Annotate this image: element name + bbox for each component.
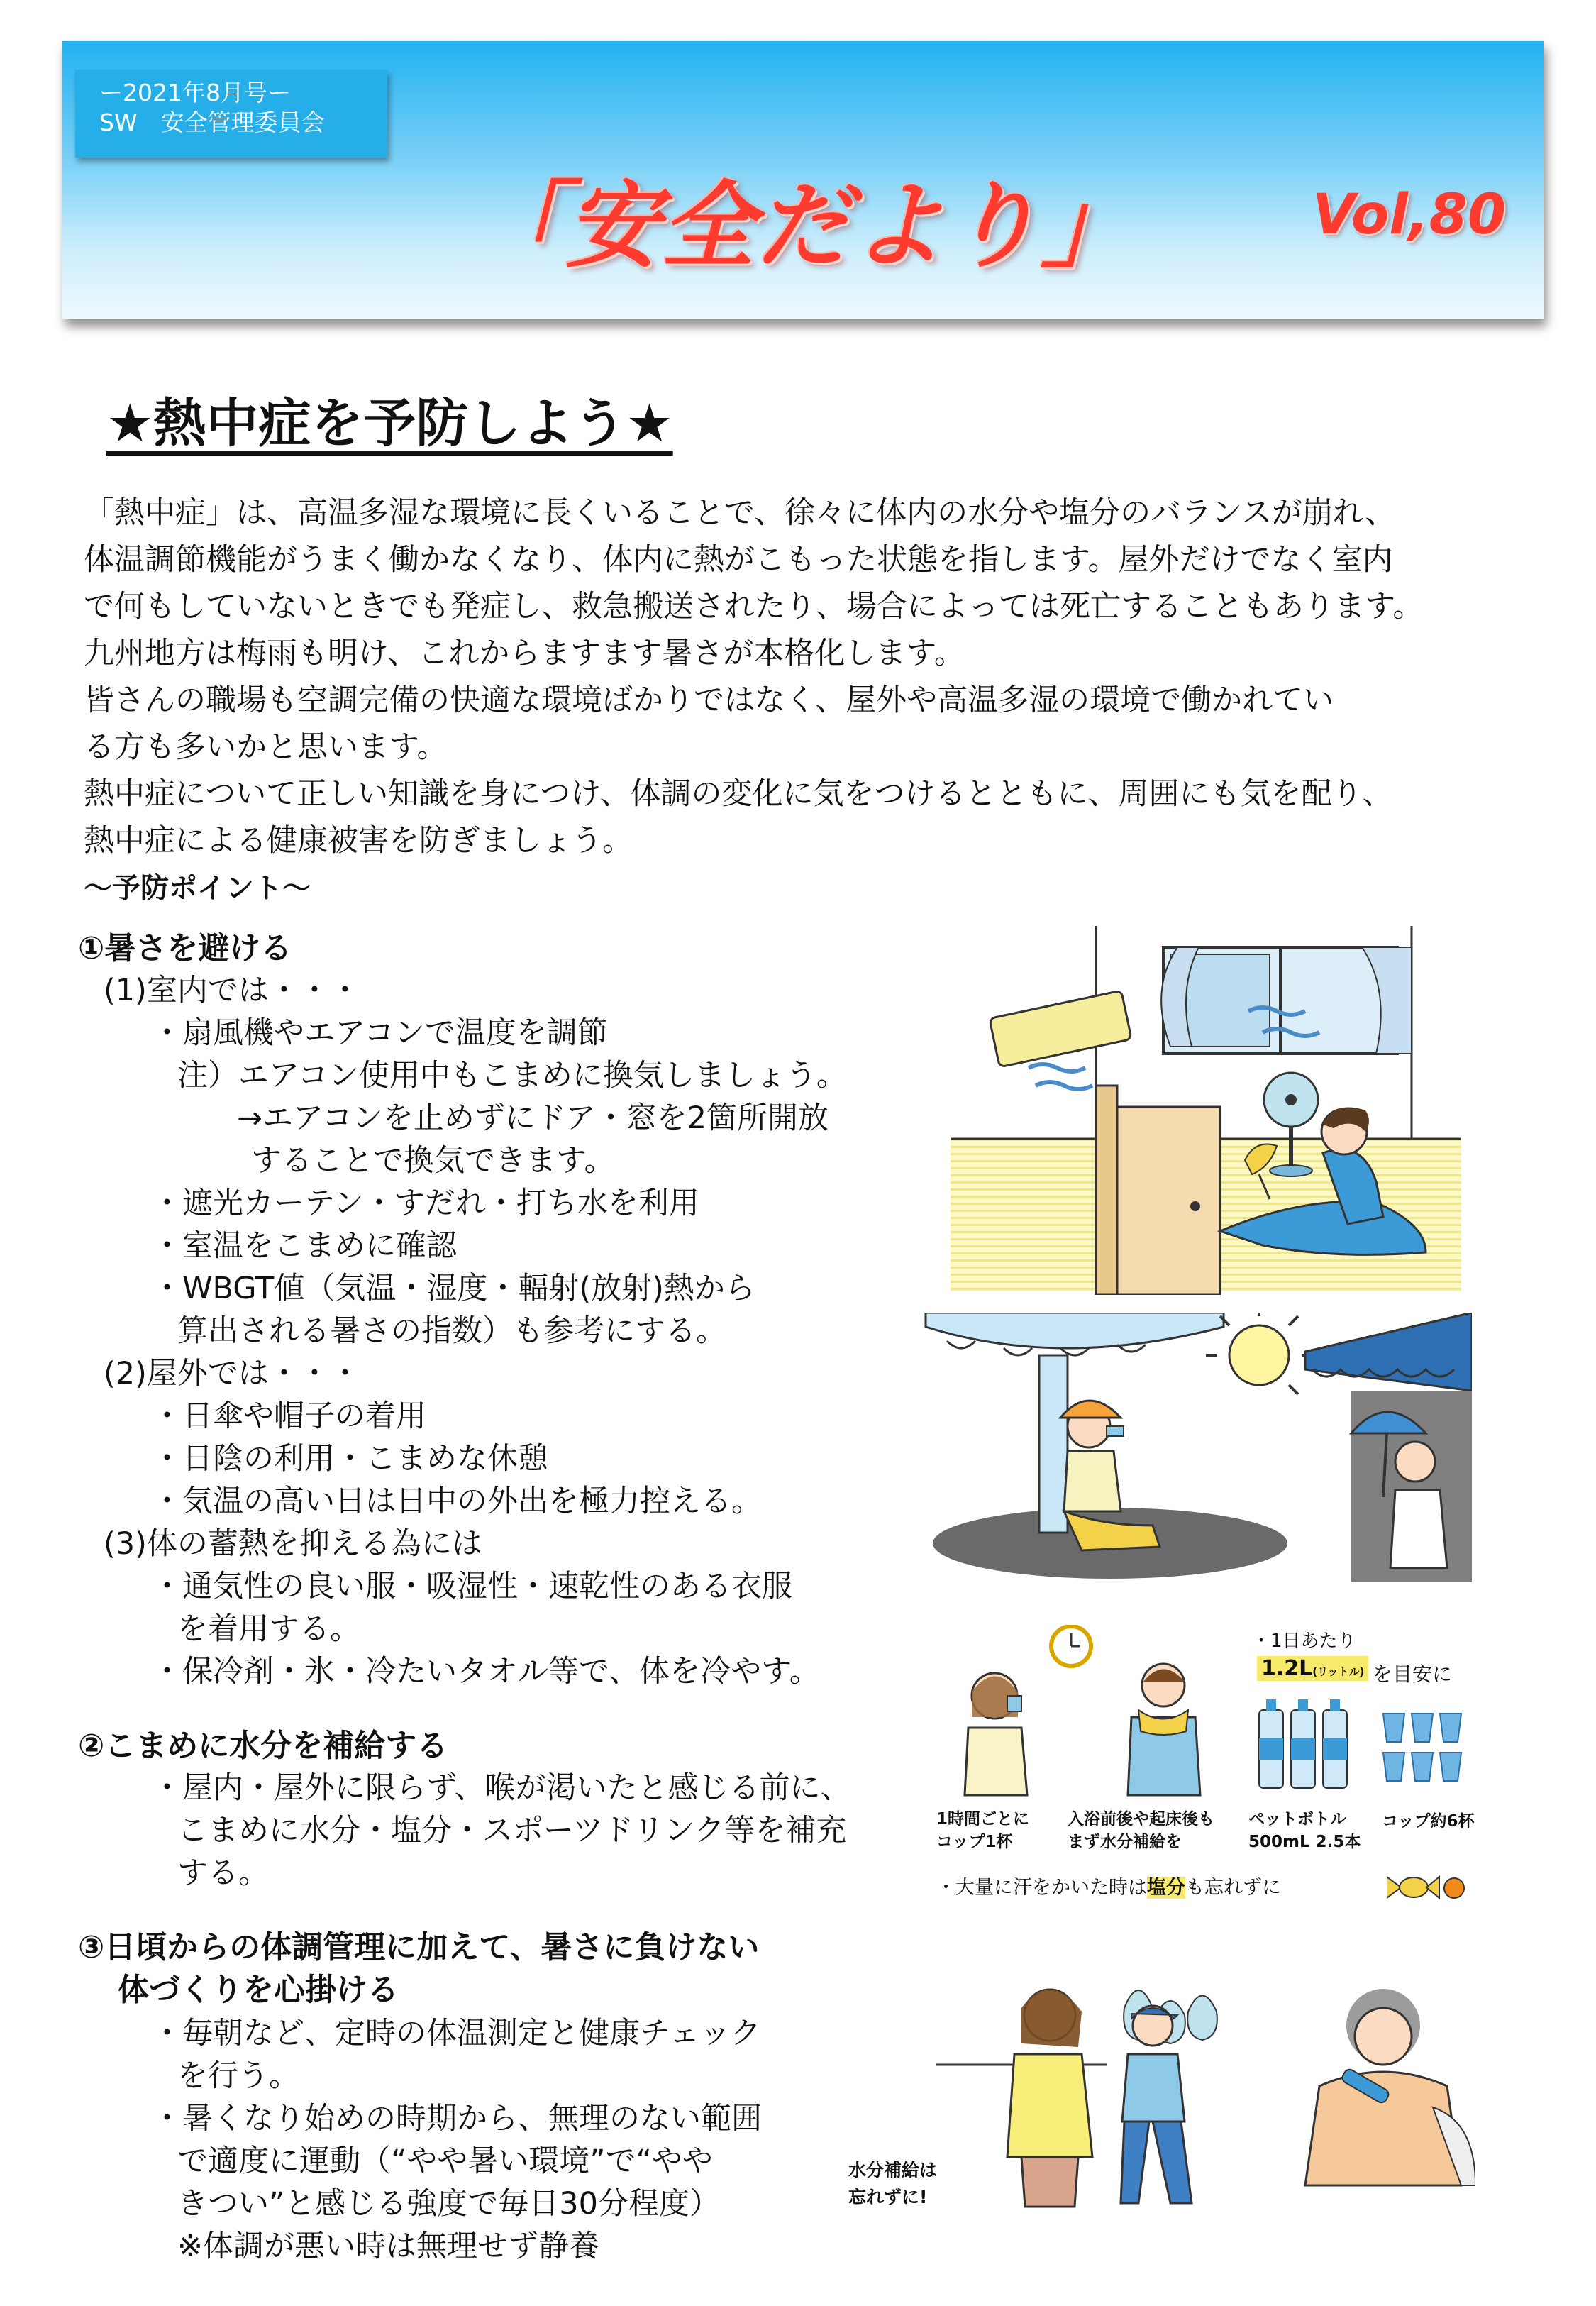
point-subheading: (3)体の蓄熱を抑える為には (104, 1526, 482, 1562)
point-item: きつい”と感じる強度で毎日30分程度） (177, 2186, 720, 2222)
point-item: ・屋内・屋外に限らず、喉が渇いたと感じる前に、 (152, 1770, 851, 1806)
point-note: することで換気できます。 (251, 1143, 615, 1179)
point-item: ・気温の高い日は日中の外出を極力控える。 (152, 1484, 762, 1519)
reminder-line: 水分補給は (848, 2160, 938, 2180)
volume-number: Vol,80 (1312, 183, 1507, 247)
point-item: ・室温をこまめに確認 (152, 1228, 457, 1264)
exercise-illustration (936, 1958, 1475, 2221)
water-bottle-icon (1259, 1699, 1347, 1788)
intro-line: 熱中症による健康被害を防ぎましょう。 (84, 823, 633, 859)
daily-amount (1257, 1656, 1368, 1681)
caption-line: コップ1杯 (936, 1833, 1013, 1851)
caption-line: 1時間ごとに (936, 1810, 1030, 1828)
hydration-illustration (936, 1625, 1490, 1838)
salt-highlight: 塩分 (1147, 1877, 1185, 1899)
candy-icon (1387, 1863, 1465, 1912)
point-item: 算出される暑さの指数）も参考にする。 (177, 1313, 726, 1349)
point-item: ・扇風機やエアコンで温度を調節 (152, 1015, 608, 1051)
caption-line: まず水分補給を (1068, 1833, 1182, 1851)
article-title: ★熱中症を予防しよう★ (106, 393, 673, 454)
outdoor-illustration (919, 1313, 1472, 1582)
point-item: こまめに水分・塩分・スポーツドリンク等を補充 (177, 1813, 847, 1848)
daily-guideline: を目安に (1373, 1662, 1453, 1686)
intro-line: 熱中症について正しい知識を身につけ、体調の変化に気をつけるとともに、周囲にも気を配り、 (84, 776, 1393, 812)
point-heading: ③日頃からの体調管理に加えて、暑さに負けない (78, 1929, 760, 1965)
point-note: 注）エアコン使用中もこまめに換気しましょう。 (177, 1058, 847, 1093)
hydration-guide (936, 1625, 1490, 1923)
point-item: する。 (177, 1855, 269, 1891)
caption-hourly (936, 1808, 1029, 1853)
intro-line: 体温調節機能がうまく働かなくなり、体内に熱がこもった状態を指します。屋外だけでなく室内 (84, 542, 1393, 578)
point-item: を行う。 (177, 2058, 299, 2094)
point-item: ・通気性の良い服・吸湿性・速乾性のある衣服 (152, 1569, 792, 1604)
reminder-line: 忘れずに! (848, 2187, 928, 2207)
committee-name: SW 安全管理委員会 (99, 109, 325, 136)
point-item: で適度に運動（“やや暑い環境”で“やや (177, 2144, 713, 2179)
point-subheading: (2)屋外では・・・ (104, 1356, 360, 1391)
salt-reminder-text: も忘れずに (1185, 1877, 1281, 1899)
caption-bath (1068, 1808, 1214, 1853)
intro-line: 皆さんの職場も空調完備の快適な環境ばかりではなく、屋外や高温多湿の環境で働かれてい (84, 683, 1334, 718)
intro-line: 「熱中症」は、高温多湿な環境に長くいることで、徐々に体内の水分や塩分のバランスが崩れ、 (84, 495, 1396, 531)
point-subheading: (1)室内では・・・ (104, 973, 360, 1008)
issue-date: ー2021年8月号ー (99, 79, 291, 106)
caption-line: 500mL 2.5本 (1248, 1833, 1361, 1851)
point-item: ・WBGT値（気温・湿度・輻射(放射)熱から (152, 1271, 755, 1306)
intro-text (84, 490, 1509, 864)
caption-line: ペットボトル (1248, 1810, 1346, 1828)
salt-reminder-text: ・大量に汗をかいた時は (936, 1877, 1147, 1899)
issue-box (75, 70, 387, 158)
salt-reminder (936, 1872, 1281, 1899)
point-item: ・日傘や帽子の着用 (152, 1399, 426, 1434)
cup-icon (1383, 1714, 1461, 1781)
point-item: ・遮光カーテン・すだれ・打ち水を利用 (152, 1186, 699, 1221)
point-item: ・毎朝など、定時の体温測定と健康チェック (152, 2016, 761, 2051)
point-heading: ①暑さを避ける (78, 930, 292, 966)
point-item: ・日陰の利用・こまめな休憩 (152, 1441, 548, 1477)
point-item: ※体調が悪い時は無理せず静養 (177, 2229, 600, 2264)
point-heading: ②こまめに水分を補給する (78, 1728, 448, 1764)
caption-cups: コップ約6杯 (1382, 1812, 1475, 1831)
newsletter-title: 「安全だより」 (471, 172, 1136, 281)
intro-line: 九州地方は梅雨も明け、これからますます暑さが本格化します。 (84, 636, 965, 671)
room-illustration (936, 926, 1475, 1295)
intro-line: る方も多いかと思います。 (84, 729, 448, 765)
point-item: ・保冷剤・氷・冷たいタオル等で、体を冷やす。 (152, 1654, 820, 1689)
per-day-label: ・1日あたり (1252, 1631, 1356, 1652)
exercise-section (837, 1958, 1475, 2221)
caption-bottle (1248, 1808, 1361, 1853)
intro-line: で何もしていないときでも発症し、救急搬送されたり、場合によっては死亡することもあります。 (84, 589, 1424, 624)
point-item: ・暑くなり始めの時期から、無理のない範囲 (152, 2101, 762, 2136)
daily-amount-ruby: (リットル) (1312, 1665, 1365, 1678)
point-note: →エアコンを止めずにドア・窓を2箇所開放 (237, 1100, 829, 1136)
point-heading: 体づくりを心掛ける (118, 1972, 399, 2008)
caption-line: 入浴前後や起床後も (1068, 1810, 1214, 1828)
hydration-reminder (848, 2157, 937, 2211)
prevention-points-heading: 〜予防ポイント〜 (84, 872, 311, 905)
point-item: を着用する。 (177, 1611, 360, 1647)
daily-amount-value: 1.2L (1261, 1656, 1313, 1681)
